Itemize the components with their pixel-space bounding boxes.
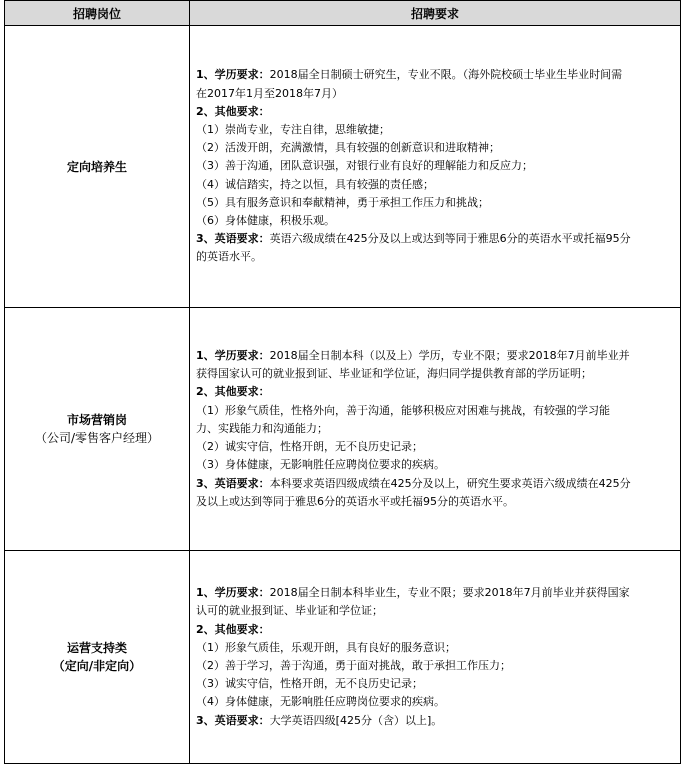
requirement-line [196,85,674,103]
requirement-cell [190,308,681,551]
requirement-line [196,621,674,639]
position-name: 运营支持类 [66,641,127,655]
requirement-line [196,103,674,121]
requirement-line [196,347,674,365]
requirement-text: 及以上或达到等同于雅思6分的英语水平或托福95分的英语水平。 [196,494,514,508]
requirement-line [196,584,674,602]
requirement-text: 力、实践能力和沟通能力； [196,421,328,435]
requirement-text: 英语六级成绩在425分及以上或达到等同于雅思6分的英语水平或托福95分 [269,232,631,246]
requirement-line [196,712,674,730]
position-subtitle: （定向/非定向） [52,659,142,673]
requirement-text: （6）身体健康，积极乐观。 [196,214,335,227]
requirement-text: （3）善于沟通，团队意识强，对银行业有良好的理解能力和反应力； [196,159,533,173]
requirement-line [196,383,674,401]
requirement-line [196,139,674,157]
requirement-text: （2）诚实守信，性格开朗，无不良历史记录； [196,440,423,454]
position-cell [5,26,190,308]
requirement-line [196,248,674,266]
table-row [5,308,681,551]
requirement-line [196,230,674,248]
requirement-heading: 1、学历要求： [196,349,270,363]
requirement-line [196,639,674,657]
requirement-text: 本科要求英语四级成绩在425分及以上，研究生要求英语六级成绩在425分 [269,476,631,490]
table-row [5,551,681,764]
position-name: 定向培养生 [66,159,127,174]
requirement-line [196,493,674,511]
position-subtitle: （公司/零售客户经理） [34,431,160,445]
requirement-heading: 1、学历要求： [196,586,270,600]
requirement-text: 获得国家认可的就业报到证、毕业证和学位证，海归同学提供教育部的学历证明； [196,367,592,381]
requirement-cell [190,26,681,308]
requirement-line [196,675,674,693]
requirement-heading: 2、其他要求： [196,104,270,118]
requirement-text: （2）活泼开朗，充满激情，具有较强的创新意识和进取精神； [196,141,500,155]
requirement-text: 2018届全日制硕士研究生，专业不限。（海外院校硕士毕业生毕业时间需 [269,68,623,82]
requirement-text: （3）身体健康，无影响胜任应聘岗位要求的疾病。 [196,458,445,472]
requirement-line [196,212,674,230]
requirements-table [4,0,681,764]
requirement-heading: 2、其他要求： [196,385,270,399]
requirement-text: （4）身体健康，无影响胜任应聘岗位要求的疾病。 [196,695,445,709]
header-requirement: 招聘要求 [190,1,681,26]
requirement-line [196,657,674,675]
requirement-text: （1）形象气质佳，乐观开朗，具有良好的服务意识； [196,640,456,654]
requirement-text: 认可的就业报到证、毕业证和学位证； [196,604,383,618]
requirement-line [196,365,674,383]
requirement-line [196,438,674,456]
table-header-row [5,1,681,26]
requirement-line [196,176,674,194]
requirement-line [196,66,674,84]
requirement-line [196,475,674,493]
requirement-cell [190,551,681,764]
requirement-heading: 2、其他要求： [196,622,270,636]
requirement-text: （4）诚信踏实，持之以恒，具有较强的责任感； [196,177,434,191]
recruitment-table [4,0,680,764]
requirement-heading: 1、学历要求： [196,68,270,82]
requirement-text: 大学英语四级[425分（含）以上]。 [269,713,443,727]
requirement-text: 2018届全日制本科毕业生，专业不限；要求2018年7月前毕业并获得国家 [269,586,630,600]
requirement-text: （5）具有服务意识和奉献精神，勇于承担工作压力和挑战； [196,195,489,209]
header-position: 招聘岗位 [5,1,190,26]
requirement-text: （1）崇尚专业，专注自律，思维敏捷； [196,122,390,136]
requirement-text: 在2017年1月至2018年7月） [196,86,343,100]
requirement-heading: 3、英语要求： [196,476,270,490]
position-cell [5,308,190,551]
requirement-line [196,121,674,139]
requirement-line [196,420,674,438]
requirement-line [196,402,674,420]
requirement-text: 2018届全日制本科（以及上）学历，专业不限；要求2018年7月前毕业并 [269,349,630,363]
position-name: 市场营销岗 [66,413,127,427]
requirement-text: （2）善于学习，善于沟通，勇于面对挑战，敢于承担工作压力； [196,659,511,672]
requirement-text: 的英语水平。 [196,250,262,264]
requirement-line [196,157,674,175]
requirement-line [196,693,674,711]
requirement-line [196,602,674,620]
requirement-text: （3）诚实守信，性格开朗，无不良历史记录； [196,677,423,691]
requirement-heading: 3、英语要求： [196,232,270,246]
position-cell [5,551,190,764]
requirement-line [196,456,674,474]
requirement-heading: 3、英语要求： [196,713,270,727]
table-row [5,26,681,308]
requirement-line [196,194,674,212]
requirement-text: （1）形象气质佳，性格外向，善于沟通，能够积极应对困难与挑战，有较强的学习能 [196,403,610,417]
